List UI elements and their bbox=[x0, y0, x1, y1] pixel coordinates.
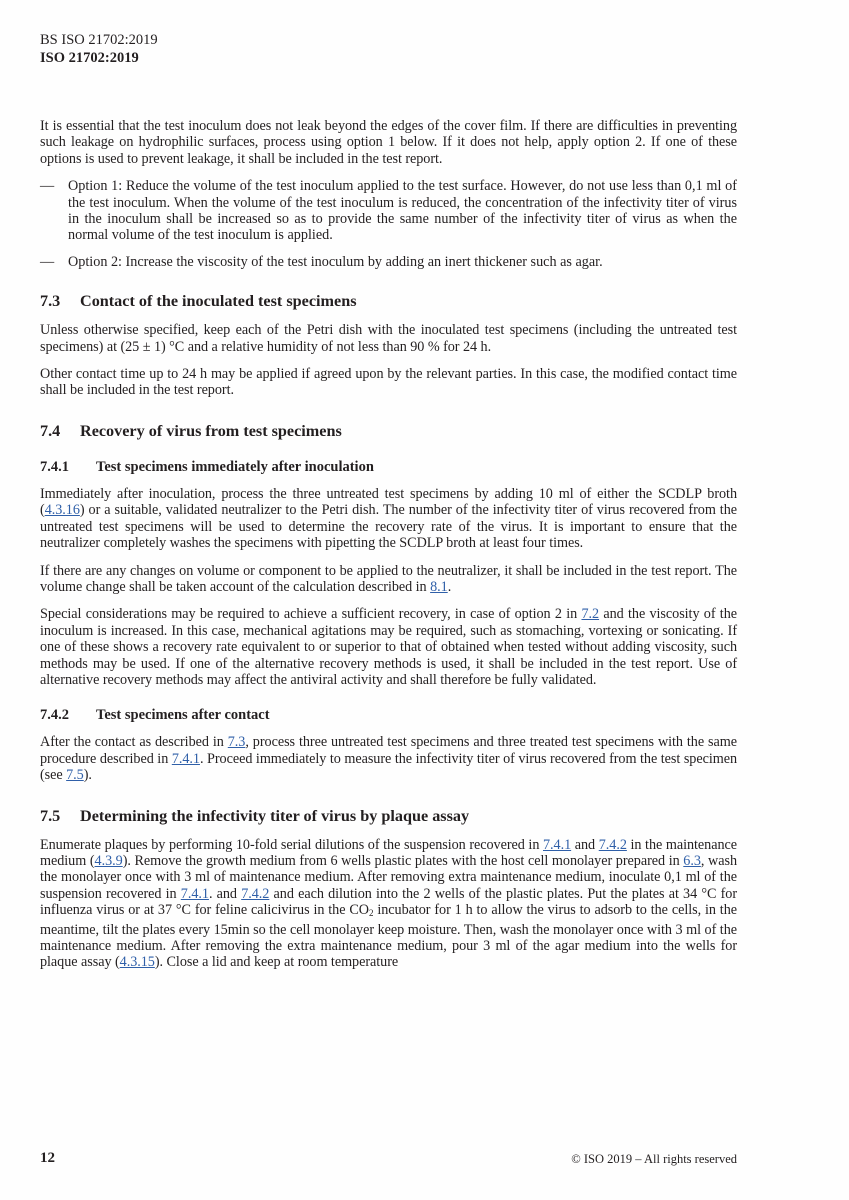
option-2-item: — Option 2: Increase the viscosity of the test inoculum by adding an inert thickener such as agar. bbox=[40, 253, 603, 270]
page-number: 12 bbox=[40, 1150, 55, 1166]
section-7-4-1-para-3: Special considerations may be required to achieve a sufficient recovery, in case of option 2 in 7.2 and the viscosity of the inoculum is increased. In this case, mechanical agitations may be required, such as stomaching, vortexing or sonicating. If one of these shows a recovery rate equivalent to or superior to that of obtained when tested without adding viscosity, such methods may be used. If one of the alternative recovery methods is used, it shall be included in the test report. Use of alternative recovery methods may affect the antiviral activity and shall therefore be fully validated. bbox=[40, 606, 737, 688]
dash-bullet: — bbox=[40, 253, 55, 270]
xref-link-7-4-2[interactable]: 7.4.2 bbox=[598, 836, 627, 853]
section-7-3-heading: 7.3 Contact of the inoculated test specimens bbox=[40, 292, 357, 311]
options-list bbox=[40, 178, 737, 270]
option-1-item: — Option 1: Reduce the volume of the test inoculum applied to the test surface. However, do not use less than 0,1 ml of the test inoculum. When the volume of the test inoculum is reduced, the concentration of the infectivity titer of virus in the inoculum shall be increased so as to provide the same number of the infectivity titer of virus as when the normal volume of the test inoculum is applied. bbox=[40, 178, 737, 244]
section-7-4-heading: 7.4 Recovery of virus from test specimens bbox=[40, 421, 342, 440]
dash-bullet: — bbox=[40, 178, 55, 195]
copyright-notice: © ISO 2019 – All rights reserved bbox=[571, 1152, 737, 1166]
section-7-4-1-para-1: Immediately after inoculation, process the three untreated test specimens by adding 10 ml of either the SCDLP broth (4.3.16) or a suitable, validated neutralizer to the Petri dish. The number of the infectivity titer of virus recovered from the untreated test specimens will be used to determine the recovery rate of the virus. It is important to ensure that the neutralizer completely washes the specimens with pipetting the SCDLP broth at least four times. bbox=[40, 485, 737, 552]
section-7-4-2-heading: 7.4.2 Test specimens after contact bbox=[40, 707, 270, 724]
section-7-4-2-para-1: After the contact as described in 7.3, process three untreated test specimens and three treated test specimens with the same procedure described in 7.4.1. Proceed immediately to measure the infectivity titer of virus recovered from the test specimen (see 7.5). bbox=[40, 734, 738, 784]
section-7-4-1-para-2: If there are any changes on volume or component to be applied to the neutralizer, it shall be included in the test report. The volume change shall be taken account of the calculation described in 8.1. bbox=[40, 562, 737, 595]
xref-link-7-4-1[interactable]: 7.4.1 bbox=[543, 836, 572, 853]
xref-link-7-2[interactable]: 7.2 bbox=[581, 606, 600, 623]
section-7-4-1-heading: 7.4.1 Test specimens immediately after inoculation bbox=[40, 458, 374, 475]
xref-link-4-3-16[interactable]: 4.3.16 bbox=[44, 502, 80, 519]
xref-link-7-5[interactable]: 7.5 bbox=[66, 767, 84, 784]
section-7-5-para-1: Enumerate plaques by performing 10-fold serial dilutions of the suspension recovered in 7.4.1 and 7.4.2 in the maintenance medium (4.3.9). Remove the growth medium from 6 wells plastic plates with the host cell monolayer prepared in 6.3, wash the monolayer once with 3 ml of maintenance medium. After removing extra maintenance medium, inoculate 0,1 ml of the suspension recovered in 7.4.1. and 7.4.2 and each dilution into the 2 wells of the plastic plates. Put the plates at 34 °C for influenza virus or at 37 °C for feline calicivirus in the $CO_2$ incubator for 1 h to allow the virus to adsorb to the cells, in the meantime, tilt the plates every 15min so the cell monolayer keep moisture. Then, wash the monolayer once with 3 ml of the maintenance medium. After removing the extra maintenance medium, pour 3 ml of the agar medium into the wells for plaque assay (4.3.15). Close a lid and keep at room temperature bbox=[40, 836, 738, 971]
section-7-3-para-1: Unless otherwise specified, keep each of the Petri dish with the inoculated test specimens (including the untreated test specimens) at (25 ± 1) °C and a relative humidity of not less than 90 % for 24 h. bbox=[40, 322, 737, 355]
xref-link-4-3-15[interactable]: 4.3.15 bbox=[119, 954, 155, 971]
xref-link-7-4-1[interactable]: 7.4.1 bbox=[180, 885, 209, 902]
section-7-3-para-2: Other contact time up to 24 h may be applied if agreed upon by the relevant parties. In this case, the modified contact time shall be included in the test report. bbox=[40, 366, 737, 399]
xref-link-8-1[interactable]: 8.1 bbox=[430, 578, 448, 595]
section-7-5-heading: 7.5 Determining the infectivity titer of virus by plaque assay bbox=[40, 806, 470, 825]
intro-paragraph: It is essential that the test inoculum does not leak beyond the edges of the cover film. If there are difficulties in preventing such leakage on hydrophilic surfaces, process using option 1 below. If it does not help, apply option 2. If one of these options is used to prevent leakage, it shall be included in the test report. bbox=[40, 118, 737, 167]
page-header bbox=[40, 31, 158, 67]
subscript-2: 2 bbox=[368, 908, 374, 919]
page-body bbox=[40, 118, 737, 971]
header-bs-standard-id: BS ISO 21702:2019 bbox=[40, 32, 158, 48]
xref-link-7-4-1[interactable]: 7.4.1 bbox=[171, 750, 200, 767]
header-iso-standard-id: ISO 21702:2019 bbox=[40, 50, 139, 66]
xref-link-6-3[interactable]: 6.3 bbox=[683, 852, 701, 869]
xref-link-4-3-9[interactable]: 4.3.9 bbox=[94, 852, 123, 869]
xref-link-7-4-2[interactable]: 7.4.2 bbox=[241, 885, 270, 902]
xref-link-7-3[interactable]: 7.3 bbox=[227, 734, 246, 751]
